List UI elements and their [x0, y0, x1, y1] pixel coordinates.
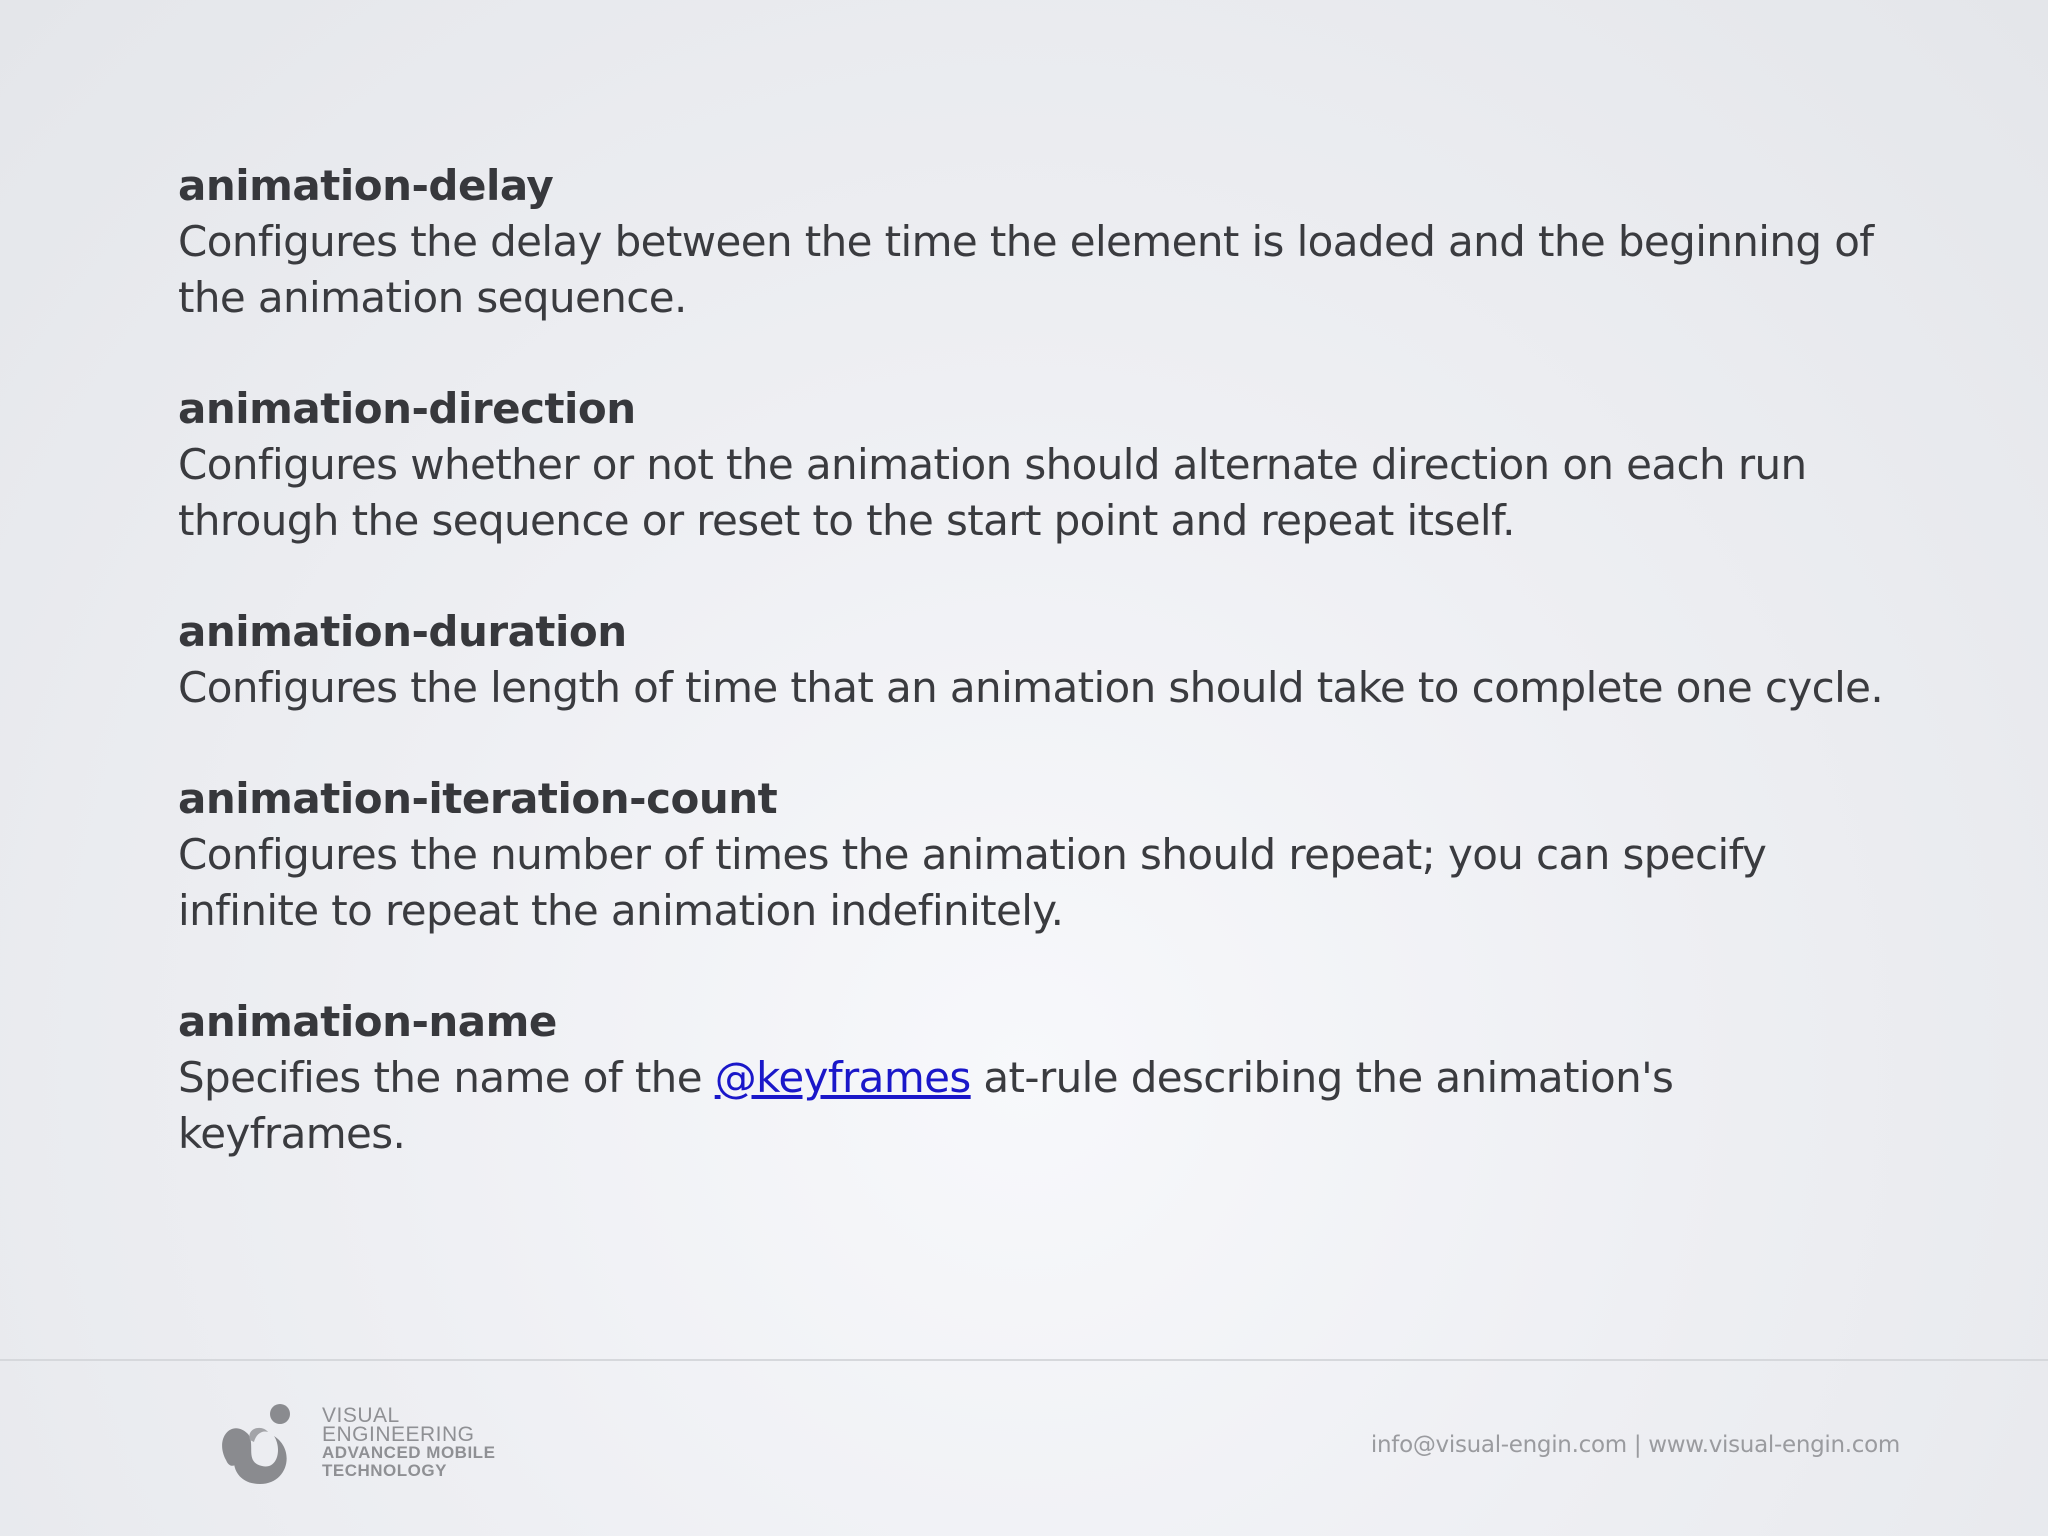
slide-content [178, 158, 1898, 1217]
definition-animation-duration [178, 604, 1898, 716]
term-heading: animation-delay [178, 161, 554, 210]
definition-animation-direction [178, 381, 1898, 549]
term-description [178, 1050, 1898, 1162]
term-description: Configures whether or not the animation should alternate direction on each run through the sequence or reset to the start point and repeat itself. [178, 440, 1807, 545]
logo-mark-icon [204, 1400, 314, 1490]
footer-divider [0, 1359, 2048, 1361]
logo-wordmark [322, 1406, 495, 1480]
term-heading: animation-name [178, 997, 557, 1046]
definition-animation-delay [178, 158, 1898, 326]
company-logo [204, 1400, 504, 1490]
logo-line: VISUAL [322, 1404, 400, 1427]
definition-animation-name [178, 994, 1898, 1162]
footer-contact: info@visual-engin.com | www.visual-engin.com [1370, 1432, 1900, 1458]
term-heading: animation-direction [178, 384, 636, 433]
definition-animation-iteration-count [178, 771, 1898, 939]
logo-line: ADVANCED MOBILE [322, 1443, 496, 1462]
term-description: Configures the length of time that an animation should take to complete one cycle. [178, 663, 1884, 712]
logo-line: TECHNOLOGY [322, 1461, 447, 1480]
term-heading: animation-duration [178, 607, 627, 656]
description-text-after: at-rule describing the animation's keyframes. [178, 1053, 1674, 1158]
logo-line: ENGINEERING [322, 1423, 475, 1446]
keyframes-link[interactable]: @keyframes [714, 1053, 971, 1102]
term-description: Configures the delay between the time the element is loaded and the beginning of the animation sequence. [178, 217, 1874, 322]
description-text-before: Specifies the name of the [178, 1053, 715, 1102]
term-heading: animation-iteration-count [178, 774, 778, 823]
term-description: Configures the number of times the animation should repeat; you can specify infinite to repeat the animation indefinitely. [178, 830, 1767, 935]
